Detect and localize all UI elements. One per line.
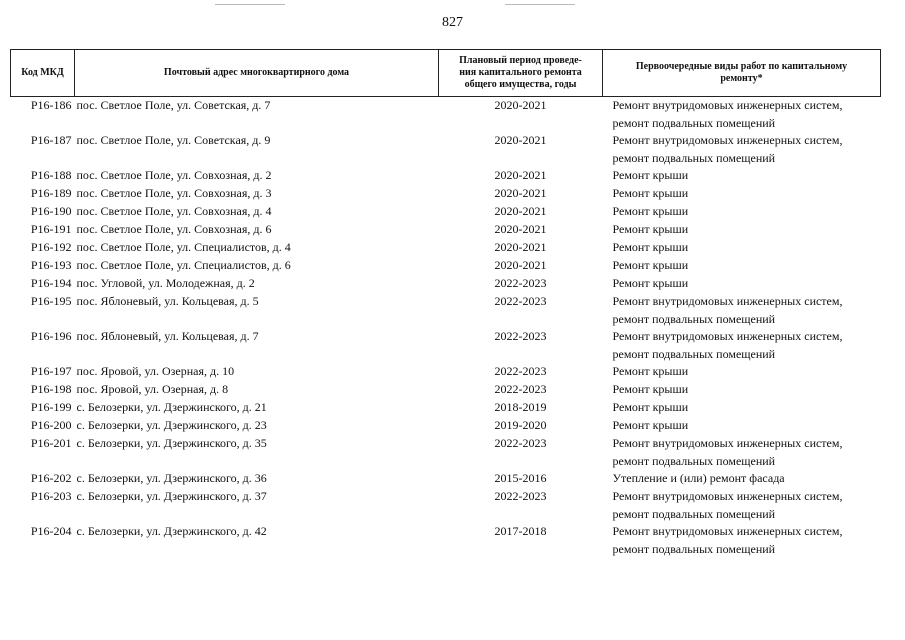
table-row [11, 363, 881, 381]
works-line: ремонт подвальных помещений [612, 346, 776, 361]
cell-works [603, 328, 881, 363]
repair-schedule-table [10, 49, 881, 558]
cell-period: 2022-2023 [494, 364, 547, 378]
cell-code: Р16-194 [30, 276, 72, 290]
cell-period: 2020-2021 [494, 168, 547, 182]
cell-period: 2022-2023 [494, 489, 547, 503]
works-line: Ремонт внутридомовых инженерных систем, [612, 98, 843, 112]
cell-period: 2020-2021 [494, 240, 547, 254]
cell-code: Р16-192 [30, 240, 72, 254]
cell-works [603, 488, 881, 523]
cell-period: 2022-2023 [494, 276, 547, 290]
cell-period: 2022-2023 [494, 329, 547, 343]
cell-address: пос. Светлое Поле, ул. Совхозная, д. 2 [76, 168, 272, 182]
cell-address: пос. Светлое Поле, ул. Советская, д. 7 [76, 98, 271, 112]
cell-works [603, 435, 881, 470]
cell-works [603, 167, 881, 185]
cell-works [603, 257, 881, 275]
table-header [11, 50, 881, 97]
cell-address: пос. Угловой, ул. Молодежная, д. 2 [76, 276, 255, 290]
cell-code: Р16-199 [30, 400, 72, 414]
cell-period: 2020-2021 [494, 204, 547, 218]
cell-code: Р16-189 [30, 186, 72, 200]
cell-works [603, 185, 881, 203]
cell-works [603, 132, 881, 167]
works-line: Ремонт крыши [612, 222, 689, 236]
works-line: Ремонт крыши [612, 418, 689, 432]
works-line: Ремонт внутридомовых инженерных систем, [612, 329, 843, 343]
cell-period: 2020-2021 [494, 222, 547, 236]
works-line: Ремонт крыши [612, 258, 689, 272]
works-line: ремонт подвальных помещений [612, 506, 776, 521]
cell-period: 2019-2020 [494, 418, 547, 432]
works-line: Утепление и (или) ремонт фасада [612, 471, 785, 485]
table-row [11, 328, 881, 363]
cell-address: с. Белозерки, ул. Дзержинского, д. 21 [76, 400, 267, 414]
cell-works [603, 470, 881, 488]
works-line: ремонт подвальных помещений [612, 541, 776, 556]
cell-code: Р16-201 [30, 436, 72, 450]
cell-works [603, 221, 881, 239]
cell-period: 2020-2021 [494, 258, 547, 272]
table-row [11, 381, 881, 399]
scan-artifact-right [505, 4, 575, 5]
table-row [11, 417, 881, 435]
cell-period: 2015-2016 [494, 471, 547, 485]
cell-address: с. Белозерки, ул. Дзержинского, д. 36 [76, 471, 267, 485]
cell-period: 2022-2023 [494, 294, 547, 308]
cell-address: с. Белозерки, ул. Дзержинского, д. 35 [76, 436, 267, 450]
header-code: Код МКД [11, 50, 75, 97]
cell-address: с. Белозерки, ул. Дзержинского, д. 42 [76, 524, 267, 538]
table-row [11, 293, 881, 328]
cell-address: пос. Яблоневый, ул. Кольцевая, д. 7 [76, 329, 259, 343]
header-address: Почтовый адрес многоквартирного дома [75, 50, 439, 97]
cell-address: пос. Светлое Поле, ул. Совхозная, д. 3 [76, 186, 272, 200]
scan-artifact-left [215, 4, 285, 5]
works-line: ремонт подвальных помещений [612, 311, 776, 326]
cell-works [603, 417, 881, 435]
cell-works [603, 399, 881, 417]
table-body [11, 97, 881, 559]
cell-code: Р16-191 [30, 222, 72, 236]
works-line: Ремонт крыши [612, 382, 689, 396]
works-line: Ремонт крыши [612, 276, 689, 290]
cell-code: Р16-187 [30, 133, 72, 147]
cell-address: пос. Светлое Поле, ул. Советская, д. 9 [76, 133, 271, 147]
cell-address: с. Белозерки, ул. Дзержинского, д. 23 [76, 418, 267, 432]
table-row [11, 488, 881, 523]
cell-address: пос. Светлое Поле, ул. Совхозная, д. 6 [76, 222, 272, 236]
table-row [11, 470, 881, 488]
table-row [11, 275, 881, 293]
header-period-line: Плановый период проведе- [459, 55, 582, 66]
works-line: Ремонт внутридомовых инженерных систем, [612, 294, 843, 308]
cell-address: пос. Яблоневый, ул. Кольцевая, д. 5 [76, 294, 259, 308]
table-row [11, 257, 881, 275]
cell-address: с. Белозерки, ул. Дзержинского, д. 37 [76, 489, 267, 503]
cell-code: Р16-203 [30, 489, 72, 503]
cell-works [603, 203, 881, 221]
cell-code: Р16-202 [30, 471, 72, 485]
cell-works [603, 293, 881, 328]
table-row [11, 435, 881, 470]
works-line: Ремонт крыши [612, 186, 689, 200]
table-row [11, 523, 881, 558]
cell-code: Р16-204 [30, 524, 72, 538]
cell-period: 2022-2023 [494, 436, 547, 450]
cell-period: 2020-2021 [494, 98, 547, 112]
cell-code: Р16-190 [30, 204, 72, 218]
cell-address: пос. Светлое Поле, ул. Специалистов, д. 4 [76, 240, 291, 254]
cell-code: Р16-188 [30, 168, 72, 182]
works-line: Ремонт крыши [612, 364, 689, 378]
cell-code: Р16-195 [30, 294, 72, 308]
table-row [11, 167, 881, 185]
cell-works [603, 523, 881, 558]
cell-address: пос. Яровой, ул. Озерная, д. 10 [76, 364, 235, 378]
works-line: ремонт подвальных помещений [612, 115, 776, 130]
table-row [11, 185, 881, 203]
table-row [11, 97, 881, 133]
cell-works [603, 239, 881, 257]
works-line: Ремонт внутридомовых инженерных систем, [612, 524, 843, 538]
cell-period: 2018-2019 [494, 400, 547, 414]
header-works-line: ремонту* [720, 73, 763, 84]
works-line: ремонт подвальных помещений [612, 453, 776, 468]
header-works-line: Первоочередные виды работ по капитальному [635, 61, 848, 72]
header-period [439, 50, 603, 97]
cell-code: Р16-196 [30, 329, 72, 343]
cell-code: Р16-197 [30, 364, 72, 378]
cell-period: 2017-2018 [494, 524, 547, 538]
works-line: ремонт подвальных помещений [612, 150, 776, 165]
works-line: Ремонт внутридомовых инженерных систем, [612, 133, 843, 147]
cell-period: 2020-2021 [494, 186, 547, 200]
cell-address: пос. Светлое Поле, ул. Специалистов, д. 6 [76, 258, 291, 272]
cell-code: Р16-186 [30, 98, 72, 112]
cell-code: Р16-200 [30, 418, 72, 432]
header-period-line: общего имущества, годы [464, 79, 577, 90]
cell-period: 2020-2021 [494, 133, 547, 147]
works-line: Ремонт крыши [612, 240, 689, 254]
works-line: Ремонт крыши [612, 400, 689, 414]
works-line: Ремонт внутридомовых инженерных систем, [612, 489, 843, 503]
table-row [11, 221, 881, 239]
cell-works [603, 275, 881, 293]
cell-works [603, 97, 881, 133]
works-line: Ремонт крыши [612, 168, 689, 182]
table-row [11, 203, 881, 221]
header-works [603, 50, 881, 97]
page-number: 827 [442, 15, 463, 30]
cell-address: пос. Светлое Поле, ул. Совхозная, д. 4 [76, 204, 272, 218]
cell-works [603, 363, 881, 381]
works-line: Ремонт крыши [612, 204, 689, 218]
cell-code: Р16-198 [30, 382, 72, 396]
cell-address: пос. Яровой, ул. Озерная, д. 8 [76, 382, 229, 396]
cell-code: Р16-193 [30, 258, 72, 272]
cell-works [603, 381, 881, 399]
header-period-line: ния капитального ремонта [459, 67, 582, 78]
table-row [11, 132, 881, 167]
works-line: Ремонт внутридомовых инженерных систем, [612, 436, 843, 450]
table-row [11, 399, 881, 417]
table-row [11, 239, 881, 257]
cell-period: 2022-2023 [494, 382, 547, 396]
